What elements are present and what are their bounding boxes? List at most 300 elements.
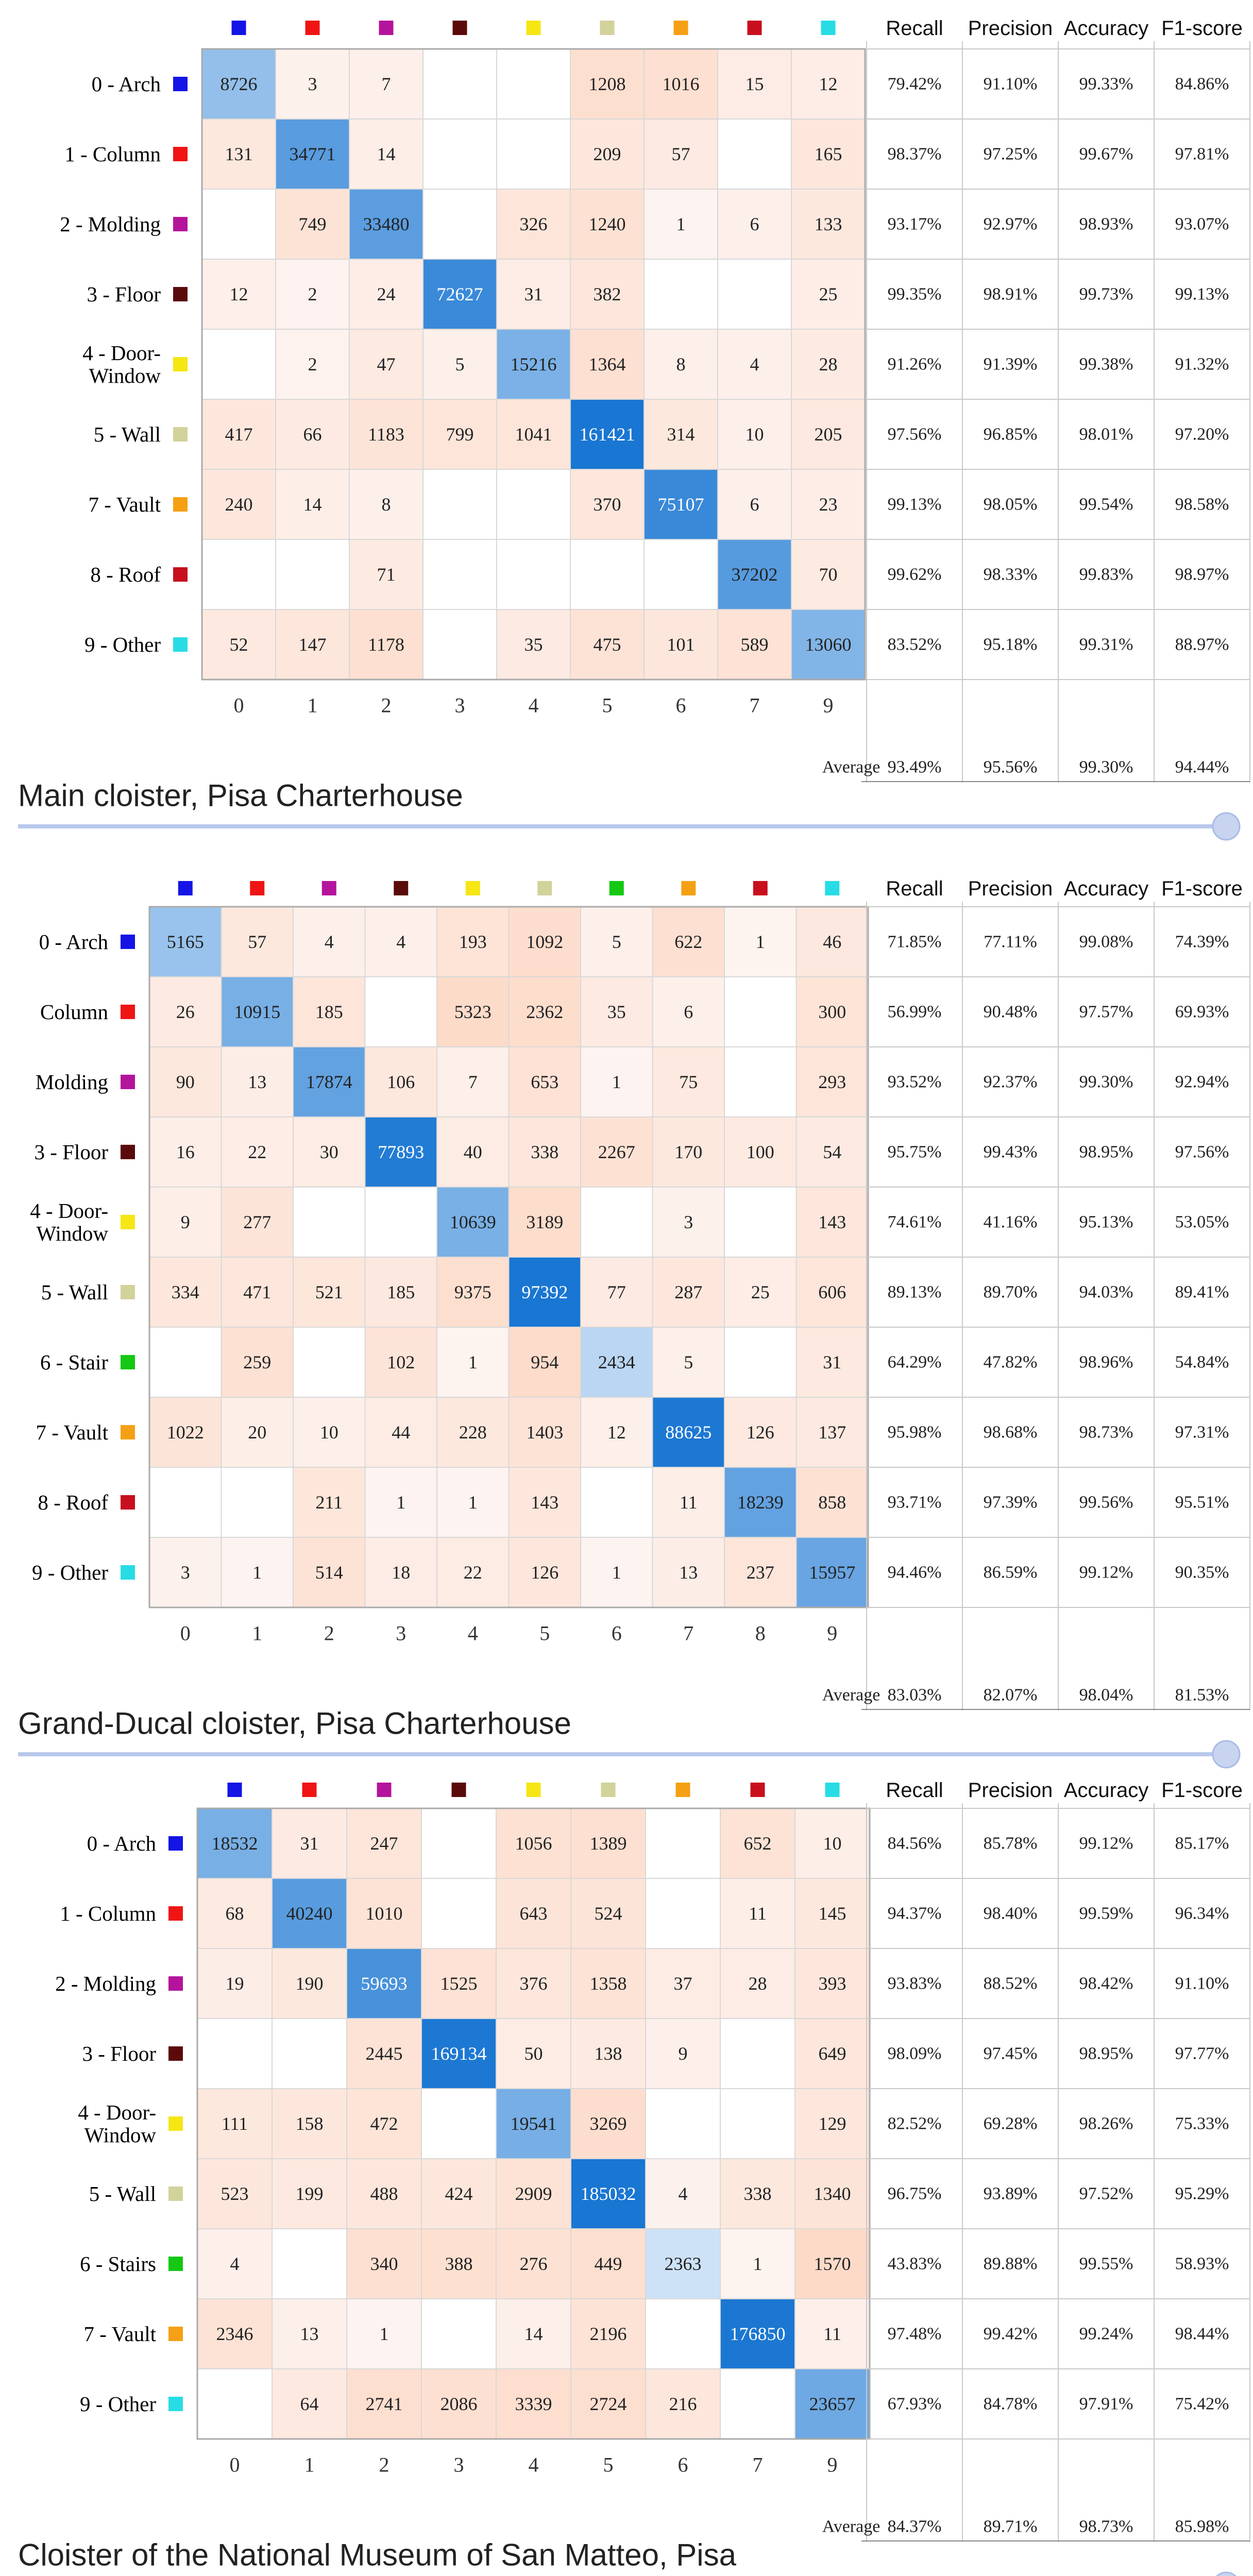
average-value: 94.44%: [1175, 757, 1229, 777]
matrix-cell-value: 2346: [216, 2324, 253, 2344]
matrix-cell-value: 19: [225, 1973, 244, 1994]
metric-value: 92.94%: [1175, 1072, 1229, 1092]
row-label-2: 2 - Molding: [60, 212, 161, 236]
matrix-cell-value: 44: [392, 1422, 411, 1443]
metric-value: 99.42%: [983, 2324, 1038, 2344]
metric-value: 98.93%: [1079, 214, 1133, 234]
metric-header-1: Precision: [968, 1779, 1053, 1802]
metric-value: 64.29%: [887, 1352, 942, 1372]
metric-value: 97.25%: [983, 144, 1038, 164]
matrix-cell-value: 193: [459, 931, 487, 952]
matrix-cell-value: 8: [381, 494, 391, 515]
metric-value: 47.82%: [983, 1352, 1038, 1372]
matrix-cell-value: 1: [396, 1492, 406, 1513]
metric-header-2: Accuracy: [1063, 1779, 1149, 1802]
column-color-marker-5: [600, 21, 615, 35]
column-tick-8: 9: [823, 693, 834, 717]
matrix-cell-value: 2363: [664, 2253, 702, 2274]
matrix-cell-value: 1056: [515, 1833, 552, 1854]
row-label-5: 5 - Wall: [89, 2182, 156, 2206]
matrix-cell-value: 2741: [365, 2394, 403, 2414]
row-label-2: Molding: [35, 1070, 108, 1094]
matrix-cell: [197, 2019, 272, 2089]
matrix-cell-value: 75: [679, 1072, 698, 1092]
matrix-cell-value: 13060: [805, 634, 852, 655]
metric-header-0: Recall: [886, 17, 943, 40]
matrix-cell-value: 1: [753, 2253, 763, 2274]
matrix-cell: [644, 539, 718, 609]
column-tick-3: 3: [396, 1621, 407, 1645]
column-tick-2: 2: [381, 693, 392, 717]
matrix-cell-value: 3339: [515, 2394, 552, 2414]
matrix-cell-value: 34771: [289, 144, 336, 164]
metric-value: 98.01%: [1079, 425, 1133, 444]
matrix-cell-value: 138: [594, 2043, 622, 2064]
column-tick-6: 6: [678, 2453, 688, 2477]
column-tick-2: 2: [324, 1621, 334, 1645]
matrix-cell-value: 209: [593, 144, 621, 164]
matrix-cell-value: 13: [679, 1562, 698, 1583]
matrix-cell-value: 129: [818, 2113, 846, 2134]
matrix-cell-value: 18239: [737, 1492, 784, 1513]
matrix-cell-value: 1240: [588, 214, 626, 234]
row-label-0: 0 - Arch: [91, 72, 161, 96]
matrix-cell-value: 653: [531, 1072, 559, 1092]
metric-value: 89.70%: [983, 1282, 1038, 1302]
panel-divider-knob: [1213, 1741, 1240, 1768]
column-tick-3: 3: [453, 2453, 464, 2477]
column-color-marker-7: [751, 1783, 765, 1797]
metric-value: 96.75%: [887, 2184, 942, 2204]
metric-value: 94.37%: [887, 1904, 942, 1923]
matrix-cell-value: 1: [468, 1352, 478, 1372]
matrix-cell-value: 514: [315, 1562, 343, 1583]
row-label-line: Window: [89, 364, 161, 387]
row-color-marker-0: [121, 935, 135, 949]
matrix-cell-value: 1570: [814, 2253, 851, 2274]
matrix-cell-value: 31: [823, 1352, 842, 1372]
row-label-1: Column: [40, 1000, 108, 1024]
metric-value: 96.85%: [983, 425, 1038, 444]
matrix-cell: [497, 49, 570, 119]
metric-header-3: F1-score: [1161, 1779, 1243, 1802]
matrix-cell-value: 205: [814, 424, 842, 445]
metric-value: 98.95%: [1079, 1142, 1133, 1162]
matrix-cell-value: 1364: [588, 354, 626, 375]
metric-value: 98.91%: [983, 284, 1038, 304]
matrix-cell-value: 170: [674, 1142, 703, 1162]
metric-value: 98.37%: [887, 144, 942, 164]
matrix-cell-value: 2434: [598, 1352, 635, 1372]
matrix-cell: [421, 2299, 496, 2369]
row-color-marker-1: [173, 147, 188, 161]
matrix-cell-value: 16: [176, 1142, 195, 1162]
row-label-3: 3 - Floor: [87, 282, 161, 306]
matrix-cell-value: 5165: [166, 931, 204, 952]
confusion-matrix-1: [149, 907, 868, 1607]
metric-value: 88.97%: [1175, 635, 1229, 654]
column-tick-4: 4: [467, 1621, 478, 1645]
matrix-cell-value: 3189: [526, 1212, 564, 1232]
matrix-cell-value: 28: [748, 1973, 767, 1994]
column-color-marker-8: [753, 881, 768, 895]
row-color-marker-6: [168, 2257, 183, 2271]
row-label-4: [78, 2100, 156, 2147]
matrix-cell-value: 52: [229, 634, 248, 655]
metric-value: 93.71%: [887, 1493, 942, 1512]
matrix-cell-value: 475: [593, 634, 621, 655]
metric-value: 97.20%: [1175, 425, 1229, 444]
row-color-marker-3: [168, 2046, 183, 2061]
metric-value: 97.39%: [983, 1493, 1038, 1512]
matrix-cell-value: 18: [392, 1562, 411, 1583]
column-color-marker-7: [681, 881, 696, 895]
metric-value: 97.48%: [887, 2324, 942, 2344]
metric-value: 93.17%: [887, 214, 942, 234]
matrix-cell: [197, 2369, 272, 2439]
column-tick-7: 7: [749, 693, 760, 717]
metric-value: 92.97%: [983, 214, 1038, 234]
metric-value: 97.45%: [983, 2044, 1038, 2063]
matrix-cell-value: 1: [252, 1562, 262, 1583]
matrix-cell-value: 1: [612, 1072, 621, 1092]
matrix-cell-value: 199: [295, 2183, 324, 2204]
matrix-cell-value: 1525: [440, 1973, 478, 1994]
metric-value: 99.13%: [1175, 284, 1229, 304]
matrix-cell-value: 424: [445, 2183, 473, 2204]
average-value: 98.73%: [1079, 2517, 1133, 2536]
row-label-6: 6 - Stairs: [79, 2252, 156, 2276]
matrix-cell-value: 75107: [657, 494, 704, 515]
matrix-cell: [276, 539, 349, 609]
metric-value: 91.26%: [887, 354, 942, 374]
metric-value: 90.48%: [983, 1002, 1038, 1022]
metric-value: 95.51%: [1175, 1493, 1229, 1512]
row-label-4: [30, 1199, 108, 1245]
metric-value: 99.43%: [983, 1142, 1038, 1162]
matrix-cell-value: 1208: [588, 74, 626, 94]
matrix-cell-value: 14: [303, 494, 322, 515]
matrix-cell-value: 133: [814, 214, 842, 234]
matrix-cell: [646, 1878, 720, 1948]
metric-value: 99.83%: [1079, 565, 1133, 584]
matrix-cell-value: 1: [612, 1562, 621, 1583]
matrix-cell-value: 1389: [589, 1833, 627, 1854]
metric-value: 97.81%: [1175, 144, 1229, 164]
matrix-cell-value: 26: [176, 1002, 195, 1022]
column-color-marker-9: [825, 881, 839, 895]
column-color-marker-1: [302, 1783, 317, 1797]
matrix-cell-value: 35: [607, 1002, 626, 1022]
matrix-cell-value: 143: [818, 1212, 846, 1232]
matrix-cell-value: 15: [745, 74, 764, 94]
matrix-cell: [293, 1187, 365, 1257]
average-value: 99.30%: [1079, 757, 1133, 777]
matrix-cell-value: 314: [667, 424, 695, 445]
column-tick-0: 0: [180, 1621, 191, 1645]
matrix-cell: [646, 2299, 720, 2369]
row-label-4: [82, 341, 161, 387]
matrix-cell: [646, 2089, 720, 2159]
metric-value: 86.59%: [983, 1563, 1038, 1582]
matrix-cell-value: 1041: [515, 424, 552, 445]
matrix-cell-value: 88625: [665, 1422, 712, 1443]
metric-value: 99.56%: [1079, 1493, 1133, 1512]
matrix-cell-value: 126: [531, 1562, 559, 1583]
matrix-cell-value: 14: [377, 144, 396, 164]
row-color-marker-0: [168, 1836, 183, 1851]
row-label-2: 2 - Molding: [55, 1972, 156, 1995]
metric-value: 43.83%: [887, 2254, 942, 2274]
matrix-cell-value: 25: [819, 284, 838, 304]
matrix-cell-value: 10915: [234, 1002, 281, 1022]
row-color-marker-7: [121, 1425, 135, 1439]
metric-value: 99.30%: [1079, 1072, 1133, 1092]
row-label-6: 6 - Stair: [40, 1350, 108, 1374]
matrix-cell-value: 4: [396, 931, 406, 952]
matrix-cell-value: 2267: [598, 1142, 635, 1162]
row-color-marker-9: [121, 1565, 135, 1580]
matrix-cell-value: 1092: [526, 931, 564, 952]
matrix-cell-value: 12: [229, 284, 248, 304]
average-value: 98.04%: [1079, 1685, 1133, 1705]
matrix-cell-value: 3: [180, 1562, 190, 1583]
matrix-cell-value: 652: [743, 1833, 772, 1854]
metric-value: 95.98%: [887, 1422, 942, 1442]
matrix-cell-value: 20: [248, 1422, 267, 1443]
matrix-cell: [423, 539, 497, 609]
metric-header-2: Accuracy: [1063, 877, 1149, 900]
matrix-cell-value: 1403: [526, 1422, 564, 1443]
matrix-cell-value: 111: [221, 2113, 248, 2134]
matrix-cell: [423, 469, 497, 539]
metric-value: 98.05%: [983, 495, 1038, 514]
matrix-cell-value: 1016: [662, 74, 700, 94]
metric-value: 94.46%: [887, 1563, 942, 1582]
matrix-cell-value: 70: [819, 564, 838, 585]
matrix-cell-value: 5: [684, 1352, 693, 1372]
row-color-marker-1: [168, 1906, 183, 1921]
metric-value: 99.38%: [1079, 354, 1133, 374]
matrix-cell-value: 9: [180, 1212, 190, 1232]
metric-value: 99.24%: [1079, 2324, 1133, 2344]
panel-divider-knob: [1213, 2572, 1240, 2576]
column-tick-2: 2: [379, 2453, 390, 2477]
metric-value: 99.62%: [887, 565, 942, 584]
matrix-cell-value: 185: [315, 1002, 343, 1022]
matrix-cell-value: 1178: [368, 634, 404, 655]
matrix-cell-value: 382: [593, 284, 621, 304]
panel-title-2: Cloister of the National Museum of San Matteo, Pisa: [18, 2537, 737, 2572]
row-label-5: 5 - Wall: [93, 422, 161, 446]
matrix-cell-value: 4: [750, 354, 759, 375]
metric-value: 69.28%: [983, 2114, 1038, 2133]
metric-value: 83.52%: [887, 635, 942, 654]
metric-value: 98.44%: [1175, 2324, 1229, 2344]
matrix-cell-value: 25: [751, 1282, 770, 1302]
matrix-cell-value: 2445: [365, 2043, 403, 2064]
matrix-cell-value: 3: [308, 74, 317, 94]
matrix-cell-value: 66: [303, 424, 322, 445]
metric-value: 98.68%: [983, 1422, 1038, 1442]
average-label-2: Average: [822, 2517, 881, 2536]
row-color-marker-4: [121, 1215, 135, 1229]
column-color-marker-3: [453, 21, 467, 35]
metric-value: 97.57%: [1079, 1002, 1133, 1022]
matrix-cell-value: 1: [379, 2324, 389, 2344]
metric-value: 98.97%: [1175, 565, 1229, 584]
row-label-8: 8 - Roof: [38, 1490, 108, 1514]
average-value: 89.71%: [983, 2517, 1038, 2536]
matrix-cell-value: 143: [531, 1492, 559, 1513]
row-label-line: 4 - Door-: [30, 1199, 108, 1223]
metric-value: 99.59%: [1079, 1904, 1133, 1923]
metric-header-1: Precision: [968, 877, 1053, 900]
matrix-cell: [570, 539, 644, 609]
matrix-cell: [423, 49, 497, 119]
matrix-cell-value: 176850: [730, 2324, 786, 2344]
matrix-cell-value: 161421: [579, 424, 635, 445]
metric-value: 56.99%: [887, 1002, 942, 1022]
matrix-cell-value: 1022: [166, 1422, 204, 1443]
matrix-cell-value: 12: [607, 1422, 626, 1443]
matrix-cell-value: 10: [823, 1833, 842, 1854]
matrix-cell-value: 24: [377, 284, 396, 304]
confusion-matrix-0: [202, 49, 865, 680]
column-tick-7: 7: [683, 1621, 694, 1645]
row-label-line: Window: [84, 2123, 156, 2147]
matrix-cell-value: 37202: [731, 564, 778, 585]
matrix-cell-value: 97392: [521, 1282, 568, 1302]
metric-value: 85.17%: [1175, 1834, 1229, 1853]
column-color-marker-5: [601, 1783, 616, 1797]
matrix-cell-value: 10: [745, 424, 764, 445]
matrix-cell: [149, 1467, 222, 1537]
average-label-1: Average: [822, 1685, 881, 1705]
matrix-cell-value: 9: [678, 2043, 688, 2064]
row-color-marker-4: [173, 357, 188, 371]
matrix-cell-value: 228: [459, 1422, 487, 1443]
matrix-cell-value: 77: [607, 1282, 626, 1302]
column-tick-5: 5: [539, 1621, 550, 1645]
metric-header-2: Accuracy: [1063, 17, 1149, 40]
matrix-cell-value: 524: [594, 1903, 622, 1924]
row-label-9: 9 - Other: [31, 1561, 108, 1584]
metric-value: 93.07%: [1175, 214, 1229, 234]
matrix-cell-value: 64: [300, 2394, 319, 2414]
matrix-cell-value: 50: [524, 2043, 543, 2064]
matrix-cell: [644, 259, 718, 329]
metric-header-0: Recall: [886, 877, 943, 900]
matrix-cell-value: 2: [308, 354, 317, 375]
matrix-cell-value: 15957: [809, 1562, 856, 1583]
metric-value: 96.34%: [1175, 1904, 1229, 1923]
matrix-cell-value: 259: [243, 1352, 272, 1372]
matrix-cell-value: 1183: [368, 424, 404, 445]
metric-value: 95.18%: [983, 635, 1038, 654]
column-color-marker-6: [676, 1783, 690, 1797]
matrix-cell: [646, 1808, 720, 1878]
column-color-marker-5: [537, 881, 552, 895]
matrix-cell-value: 2086: [440, 2394, 478, 2414]
matrix-cell: [423, 119, 497, 189]
matrix-cell-value: 300: [818, 1002, 846, 1022]
row-label-0: 0 - Arch: [87, 1832, 156, 1855]
matrix-cell-value: 8726: [220, 74, 258, 94]
metric-value: 91.10%: [983, 74, 1038, 94]
matrix-cell-value: 28: [819, 354, 838, 375]
column-tick-7: 7: [752, 2453, 763, 2477]
matrix-cell-value: 9375: [454, 1282, 492, 1302]
row-label-line: 4 - Door-: [78, 2100, 156, 2124]
column-color-marker-4: [527, 1783, 541, 1797]
matrix-cell-value: 858: [818, 1492, 846, 1513]
row-label-3: 3 - Floor: [82, 2042, 156, 2065]
column-color-marker-2: [322, 881, 336, 895]
matrix-cell-value: 4: [324, 931, 334, 952]
metric-value: 94.03%: [1079, 1282, 1133, 1302]
metric-value: 99.33%: [1079, 74, 1133, 94]
metric-value: 91.10%: [1175, 1974, 1229, 1993]
matrix-cell: [497, 469, 570, 539]
metric-header-3: F1-score: [1161, 877, 1243, 900]
matrix-cell-value: 13: [248, 1072, 267, 1092]
metric-value: 99.13%: [887, 495, 942, 514]
metric-value: 91.39%: [983, 354, 1038, 374]
row-label-7: 8 - Roof: [90, 563, 161, 586]
metric-value: 98.42%: [1079, 1974, 1133, 1993]
matrix-cell-value: 338: [531, 1142, 559, 1162]
matrix-cell-value: 57: [248, 931, 267, 952]
matrix-cell: [724, 1187, 797, 1257]
matrix-cell-value: 216: [669, 2394, 697, 2414]
metric-value: 58.93%: [1175, 2254, 1229, 2274]
matrix-cell-value: 23: [819, 494, 838, 515]
column-color-marker-8: [825, 1783, 840, 1797]
matrix-cell-value: 240: [225, 494, 253, 515]
matrix-cell-value: 5: [455, 354, 465, 375]
matrix-cell: [724, 1327, 797, 1397]
matrix-cell-value: 4: [678, 2183, 688, 2204]
row-label-line: Window: [36, 1222, 108, 1245]
matrix-cell-value: 190: [295, 1973, 324, 1994]
row-color-marker-7: [173, 567, 188, 582]
column-color-marker-6: [674, 21, 688, 35]
metric-header-1: Precision: [968, 17, 1053, 40]
matrix-cell-value: 4: [230, 2253, 240, 2274]
matrix-cell-value: 158: [295, 2113, 324, 2134]
matrix-cell-value: 370: [593, 494, 621, 515]
matrix-cell-value: 14: [524, 2324, 543, 2344]
matrix-cell-value: 185: [387, 1282, 415, 1302]
row-color-marker-5: [168, 2187, 183, 2201]
metric-value: 98.40%: [983, 1904, 1038, 1923]
metric-value: 93.52%: [887, 1072, 942, 1092]
matrix-cell-value: 71: [377, 564, 396, 585]
metric-value: 98.26%: [1079, 2114, 1133, 2133]
matrix-cell-value: 338: [743, 2183, 772, 2204]
matrix-cell-value: 799: [446, 424, 474, 445]
confusion-matrix-2: [197, 1808, 870, 2439]
metric-value: 82.52%: [887, 2114, 942, 2133]
matrix-cell: [581, 1467, 653, 1537]
matrix-cell-value: 1: [676, 214, 686, 234]
metric-value: 93.83%: [887, 1974, 942, 1993]
metric-value: 99.35%: [887, 284, 942, 304]
matrix-cell-value: 22: [463, 1562, 482, 1583]
metric-value: 41.16%: [983, 1212, 1038, 1232]
matrix-cell-value: 276: [519, 2253, 548, 2274]
